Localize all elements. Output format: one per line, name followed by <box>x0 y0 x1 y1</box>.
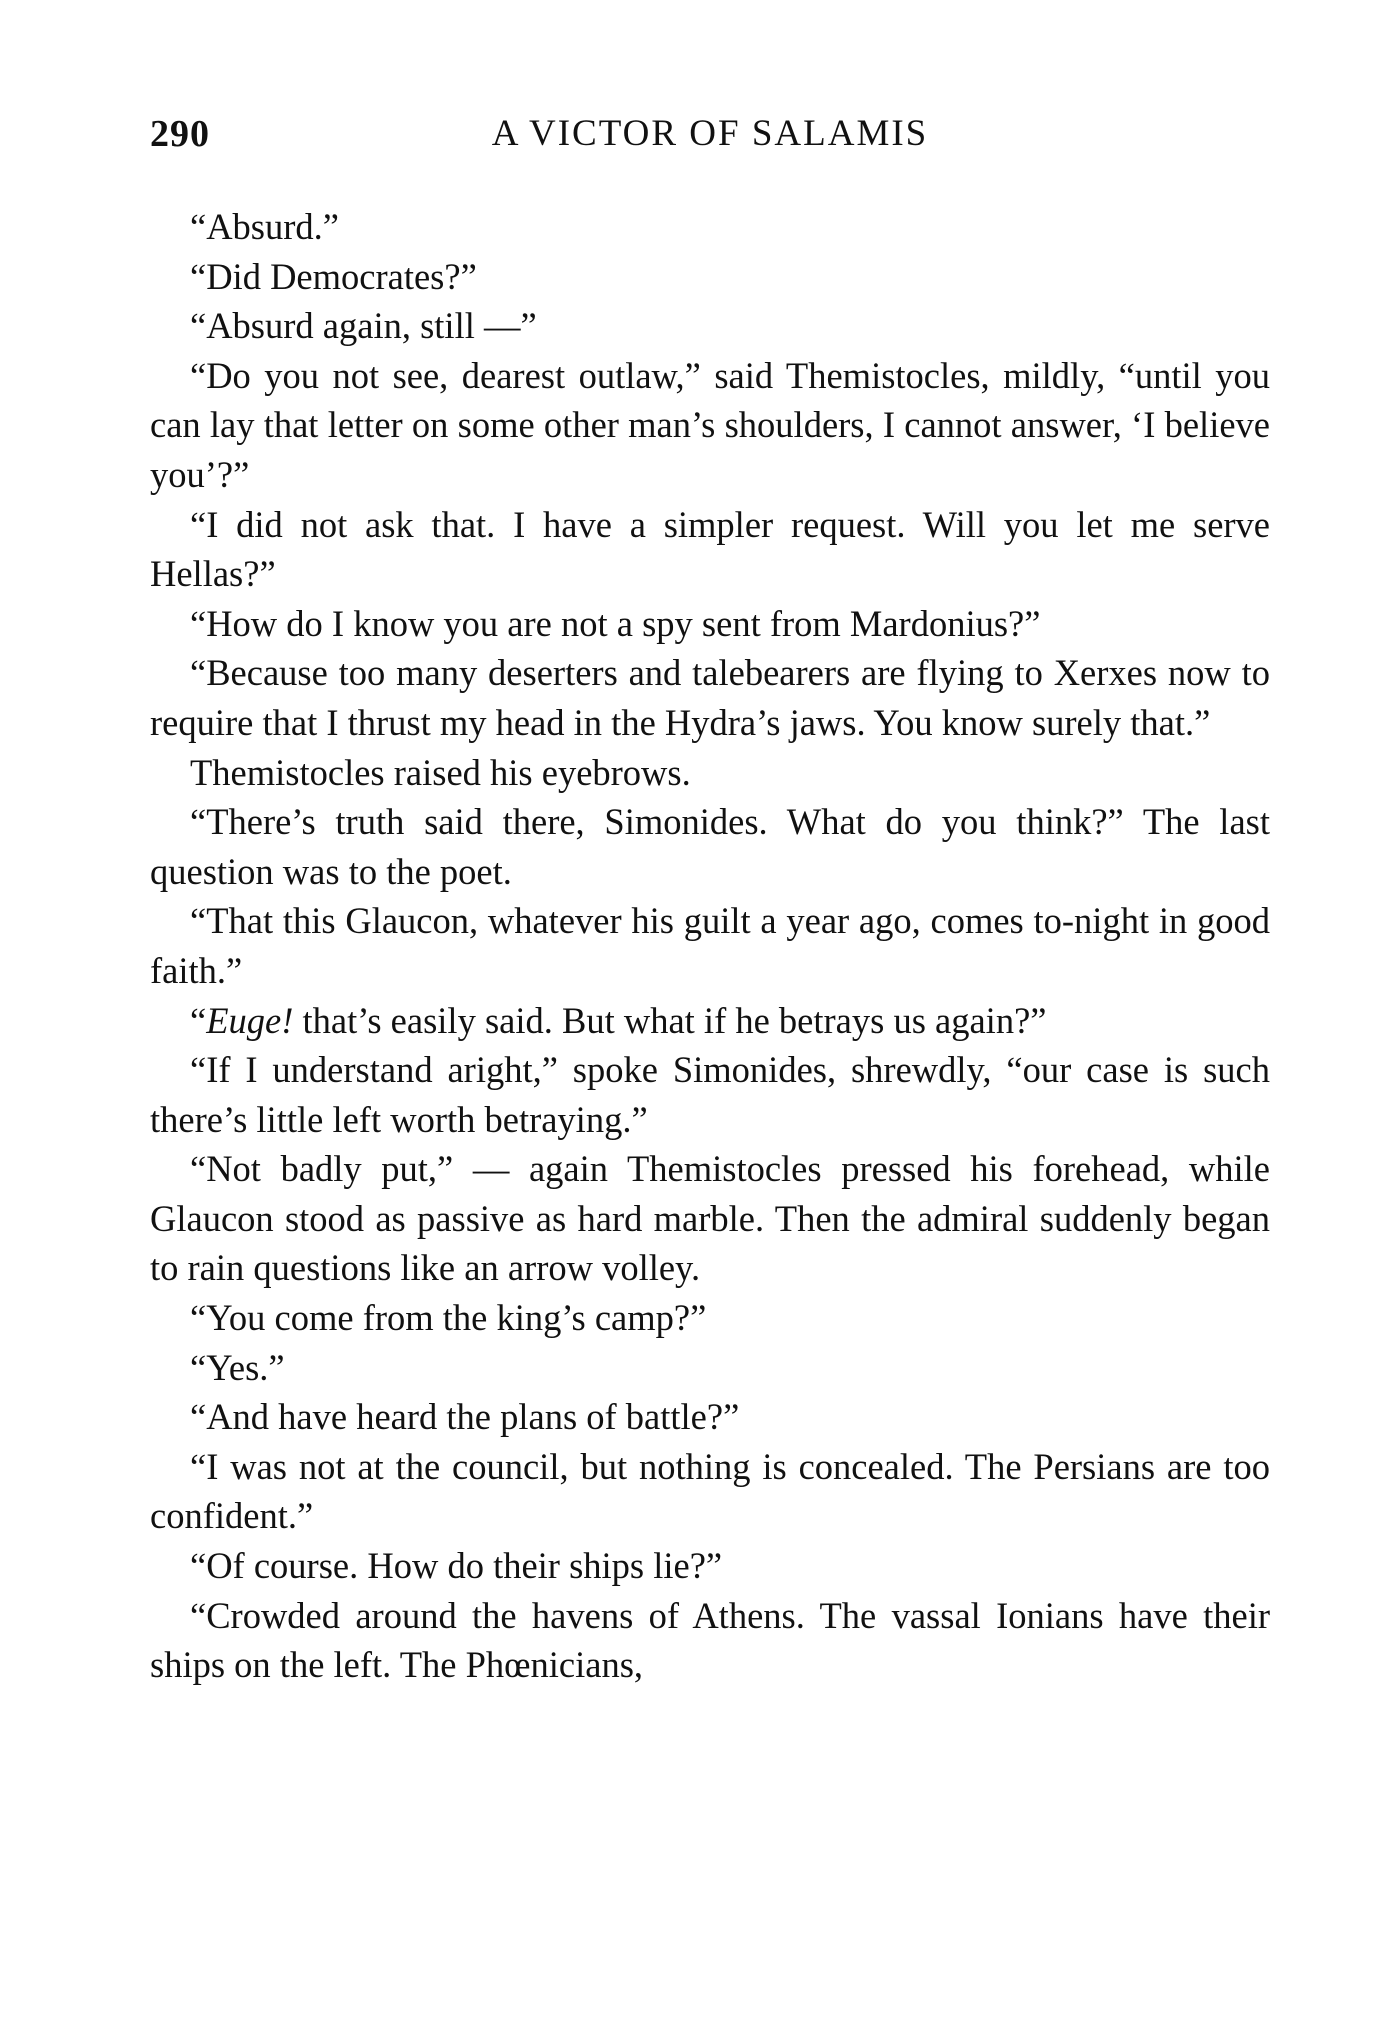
paragraph: “If I understand aright,” spoke Simonides, shrewdly, “our case is such there’s little left worth betraying.” <box>150 1049 1270 1140</box>
paragraph: “Absurd.” <box>190 206 339 247</box>
page-number: 290 <box>150 113 210 155</box>
italic-exclamation: Euge! <box>206 999 294 1041</box>
paragraph: “I was not at the council, but nothing is concealed. The Persians are too confident.” <box>150 1445 1270 1537</box>
paragraph: “How do I know you are not a spy sent from Mardonius?” <box>190 602 1041 644</box>
paragraph: “That this Glaucon, whatever his guilt a year ago, comes to-night in good faith.” <box>150 900 1270 991</box>
paragraph: “Do you not see, dearest outlaw,” said Themistocles, mildly, “until you can lay that letter on some other man’s shoulders, I cannot answer, ‘I believe you’?” <box>150 354 1270 495</box>
paragraph: “I did not ask that. I have a simpler request. Will you let me serve Hellas?” <box>150 503 1270 595</box>
paragraph: “Absurd again, still —” <box>190 305 537 347</box>
paragraph: “Yes.” <box>190 1346 285 1388</box>
paragraph: “You come from the king’s camp?” <box>190 1297 707 1339</box>
paragraph: “Did Democrates?” <box>190 255 477 297</box>
paragraph: Themistocles raised his eyebrows. <box>190 751 691 793</box>
paragraph: “Not badly put,” — again Themistocles pressed his forehead, while Glaucon stood as passive as hard marble. Then the admiral suddenly began to rain questions like an arrow volley. <box>150 1148 1270 1289</box>
running-title: A VICTOR OF SALAMIS <box>491 113 929 154</box>
body-text <box>150 202 1270 1690</box>
paragraph-rest: that’s easily said. But what if he betrays us again?” <box>293 999 1047 1041</box>
paragraph: “And have heard the plans of battle?” <box>190 1396 740 1438</box>
paragraph <box>150 996 1270 1046</box>
open-quote: “ <box>190 999 207 1041</box>
paragraph: “Because too many deserters and talebearers are flying to Xerxes now to require that I thrust my head in the Hydra’s jaws. You know surely that.” <box>150 652 1270 743</box>
page-header <box>150 112 1270 172</box>
paragraph: “There’s truth said there, Simonides. What do you think?” The last question was to the poet. <box>150 801 1270 892</box>
paragraph: “Of course. How do their ships lie?” <box>190 1545 723 1587</box>
paragraph: “Crowded around the havens of Athens. The vassal Ionians have their ships on the left. The Phœnicians, <box>150 1594 1270 1686</box>
